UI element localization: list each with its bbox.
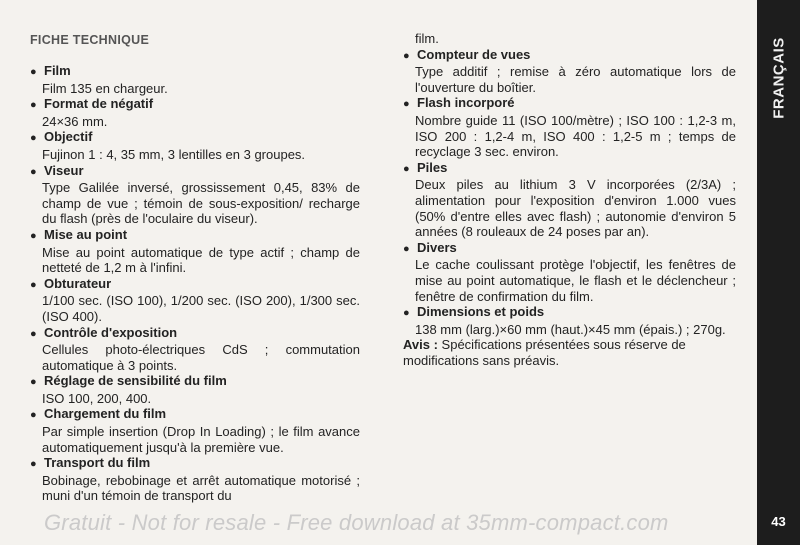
spec-item-mise-au-point [30, 227, 360, 276]
notice-label: Avis : [403, 337, 438, 353]
bullet-icon: ● [403, 98, 410, 111]
spec-body: Cellules photo-électriques CdS ; commutation automatique à 3 points. [42, 342, 360, 373]
spec-body: Deux piles au lithium 3 V incorporées (2/3A) ; alimentation pour l'exposition d'environ 1.000 vues (50% d'entre elles avec flash) ; autonomie d'environ 5 années (8 rouleaux de 24 poses par an). [415, 177, 736, 240]
bullet-icon: ● [403, 307, 410, 320]
spec-item-sensibilite [30, 373, 360, 406]
continued-text: film. [415, 31, 439, 46]
spec-item-objectif [30, 129, 360, 162]
bullet-icon: ● [30, 229, 37, 242]
spec-body: Nombre guide 11 (ISO 100/mètre) ; ISO 100 : 1,2-3 m, ISO 200 : 1,2-4 m, ISO 400 : 1,2-5 m ; temps de recyclage 3 sec. environ. [415, 112, 736, 160]
spec-item-viseur [30, 163, 360, 227]
bullet-icon: ● [30, 327, 37, 340]
spec-title: Compteur de vues [417, 46, 531, 62]
spec-item-compteur [403, 47, 736, 96]
spec-title: Piles [417, 159, 448, 175]
spec-title: Réglage de sensibilité du film [44, 373, 227, 389]
bullet-icon: ● [30, 458, 37, 471]
spec-item-obturateur [30, 276, 360, 325]
spec-title: Mise au point [44, 226, 128, 242]
spec-body: Bobinage, rebobinage et arrêt automatique motorisé ; muni d'un témoin de transport du [42, 472, 360, 504]
spec-body: Par simple insertion (Drop In Loading) ; le film avance automatiquement jusqu'à la première vue. [42, 424, 360, 455]
spec-item-flash [403, 95, 736, 159]
language-label: FRANÇAIS [770, 37, 787, 119]
spec-title: Film [44, 63, 71, 78]
bullet-icon: ● [30, 278, 37, 291]
notice [403, 337, 736, 368]
bullet-icon: ● [403, 162, 410, 175]
spec-body: 138 mm (larg.)×60 mm (haut.)×45 mm (épais.) ; 270g. [415, 321, 726, 337]
spec-body: Le cache coulissant protège l'objectif, les fenêtres de mise au point automatique, le flash et le déclencheur ; fenêtre de confirmation du film. [415, 257, 736, 304]
page-number: 43 [771, 514, 786, 529]
spec-title: Dimensions et poids [417, 304, 545, 320]
right-column [403, 31, 736, 368]
spec-title: Viseur [44, 162, 84, 178]
spec-title: Flash incorporé [417, 95, 515, 111]
spec-title: Objectif [44, 129, 93, 145]
spec-title: Format de négatif [44, 96, 154, 112]
spec-title: Transport du film [44, 455, 151, 471]
spec-body: Film 135 en chargeur. [42, 80, 168, 96]
spec-body: ISO 100, 200, 400. [42, 390, 152, 406]
bullet-icon: ● [403, 49, 410, 62]
spec-item-chargement [30, 406, 360, 455]
spec-item-dimensions [403, 304, 736, 337]
spec-title: Obturateur [44, 275, 112, 291]
spec-item-piles [403, 160, 736, 240]
spec-item-film [30, 63, 360, 96]
spec-item-transport [30, 455, 360, 504]
spec-item-divers [403, 240, 736, 304]
bullet-icon: ● [30, 409, 37, 422]
left-column [30, 63, 360, 504]
spec-item-exposition [30, 325, 360, 374]
spec-body: 1/100 sec. (ISO 100), 1/200 sec. (ISO 200), 1/300 sec. (ISO 400). [42, 293, 360, 324]
bullet-icon: ● [30, 99, 37, 112]
bullet-icon: ● [30, 376, 37, 389]
bullet-icon: ● [30, 132, 37, 145]
watermark: Gratuit - Not for resale - Free download at 35mm-compact.com [44, 510, 669, 535]
spec-item-format [30, 96, 360, 129]
bullet-icon: ● [30, 66, 37, 78]
bullet-icon: ● [30, 165, 37, 178]
notice-text: Spécifications présentées sous réserve de modifications sans préavis. [403, 337, 686, 368]
bullet-icon: ● [403, 242, 410, 255]
spec-body: Mise au point automatique de type actif ; champ de netteté de 1,2 m à l'infini. [42, 244, 360, 276]
spec-body: Fujinon 1 : 4, 35 mm, 3 lentilles en 3 groupes. [42, 146, 306, 162]
section-heading: FICHE TECHNIQUE [30, 33, 150, 47]
spec-body: Type additif ; remise à zéro automatique lors de l'ouverture du boîtier. [415, 64, 736, 95]
spec-title: Divers [417, 239, 457, 255]
spec-body: 24×36 mm. [42, 113, 108, 129]
spec-body: Type Galilée inversé, grossissement 0,45, 83% de champ de vue ; témoin de sous-exposition/ recharge du flash (près de l'oculaire du viseur). [42, 180, 360, 227]
spec-title: Chargement du film [44, 406, 167, 422]
spec-title: Contrôle d'exposition [44, 324, 178, 340]
